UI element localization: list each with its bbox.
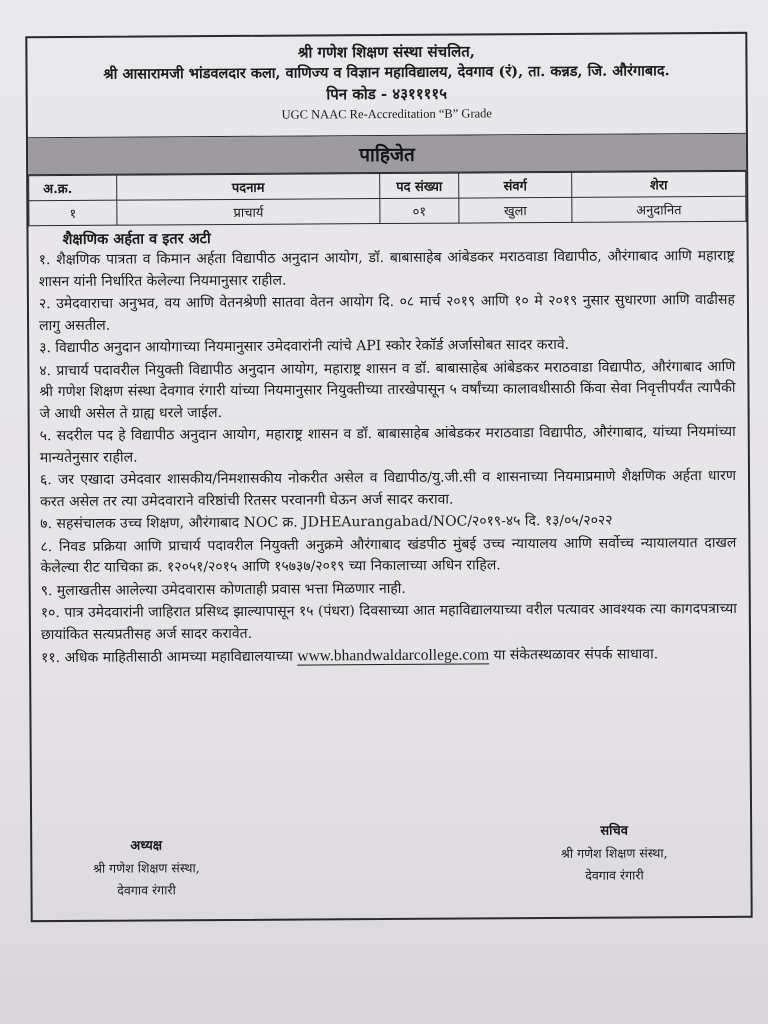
cell-count: ०१ [380,198,459,223]
condition-item: ७. सहसंचालक उच्च शिक्षण, औरंगाबाद NOC क्र. JDHEAurangabad/NOC/२०१९-४५ दि. १३/०५/२०२२ [40,512,613,533]
condition-item: ६. जर एखादा उमेदवार शासकीय/निमशासकीय नोकरीत असेल व विद्यापीठ/यु.जी.सी व शासनाच्या नियमाप्रमाणे शैक्षणिक अर्हता धारण करत असेल तर त्या उमेदवाराने वरिष्ठांची रितसर परवानगी घेऊन अर्ज सादर करावा. [39,467,737,510]
cell-category: खुला [459,197,572,223]
table-row [29,196,746,225]
president-place: देवगाव रंगारी [117,882,176,898]
header-count: पद संख्या [380,173,459,198]
secretary-place: देवगाव रंगारी [585,867,644,883]
conditions-section [28,222,749,670]
signature-president [46,835,246,902]
header-category: संवर्ग [459,172,572,198]
advertisement-frame [25,32,752,922]
website-prefix: ११. अधिक माहितीसाठी आमच्या महाविद्यालयाच्या [41,648,298,667]
cell-post: प्राचार्य [117,199,380,226]
wanted-banner [28,134,746,175]
college-header [27,34,746,138]
condition-item: ५. सदरील पद हे विद्यापीठ अनुदान आयोग, महाराष्ट्र शासन व डॉ. बाबासाहेब आंबेडकर मराठवाडा विद्यापीठ, औरंगाबाद, यांच्या नियमांच्या मान्यतेनुसार राहील. [39,423,736,466]
president-title: अध्यक्ष [130,838,163,854]
signature-secretary [514,820,714,887]
header-remark: शेरा [572,171,746,197]
section-title: शैक्षणिक अर्हता व इतर अटी [62,230,211,248]
pin-code: पिन कोड - ४३११११५ [326,84,448,104]
header-serial: अ.क्र. [29,175,117,201]
condition-item: २. उमेदवाराचा अनुभव, वय आणि वेतनश्रेणी सातवा वेतन आयोग दि. ०८ मार्च २०१९ आणि १० मे २०१९ नुसार सुधारणा आणि वाढीसह लागु असतील. [38,291,735,334]
wanted-title: पाहिजेत [359,143,415,167]
secretary-title: सचिव [600,823,629,839]
condition-item: १. शैक्षणिक पात्रता व किमान अर्हता विद्यापीठ अनुदान आयोग, डॉ. बाबासाहेब आंबेडकर मराठवाडा विद्यापीठ, औरंगाबाद आणि महाराष्ट्र शासन यांनी निर्धारित केलेल्या नियमानुसार राहील. [38,247,735,290]
website-suffix: या संकेतस्थळावर संपर्क साधावा. [489,646,659,664]
president-org: श्री गणेश शिक्षण संस्था, [93,860,200,876]
condition-item-website [41,643,737,670]
accreditation: UGC NAAC Re-Accreditation “B” Grade [281,106,492,122]
cell-remark: अनुदानित [572,196,746,222]
condition-item: ८. निवड प्रक्रिया आणि प्राचार्य पदावरील नियुक्ती अनुक्रमे औरंगाबाद खंडपीठ मुंबई उच्च न्यायालय आणि सर्वोच्च न्यायालयात दाखल केलेल्या रीट याचिका क्र. १२०५१/२०१५ आणि १५७३७/२०१९ च्या निकालाच्या अधिन राहिल. [40,534,737,577]
secretary-org: श्री गणेश शिक्षण संस्था, [560,845,668,861]
college-name: श्री आसारामजी भांडवलदार कला, वाणिज्य व विज्ञान महाविद्यालय, देवगाव (रं), ता. कन्नड, जि. औरंगाबाद. [103,62,670,83]
condition-item: १०. पात्र उमेदवारांनी जाहिरात प्रसिध्द झाल्यापासून १५ (पंधरा) दिवसाच्या आत महाविद्यालयाच्या वरील पत्यावर आवश्यक त्या कागदपत्राच्या छायांकित सत्यप्रतीसह अर्ज सादर करावेत. [40,600,737,643]
vacancy-table [28,171,746,226]
college-website-link[interactable]: www.bhandwaldarcollege.com [297,646,490,665]
trust-name: श्री गणेश शिक्षण संस्था संचलित, [297,42,476,62]
cell-serial: १ [29,200,117,226]
header-post: पदनाम [117,174,380,201]
condition-item: ४. प्राचार्य पदावरील नियुक्ती विद्यापीठ अनुदान आयोग, महाराष्ट्र शासन व डॉ. बाबासाहेब आंबेडकर मराठवाडा विद्यापीठ, औरंगाबाद आणि श्री गणेश शिक्षण संस्था देवगाव रंगारी यांच्या नियमानुसार नियुक्तीच्या तारखेपासून ५ वर्षांच्या कालावधीसाठी किंवा सेवा निवृत्तीपर्यंत त्यापैकी जे आधी असेल ते ग्राह्य धरले जाईल. [39,358,736,422]
condition-item: ३. विद्यापीठ अनुदान आयोगाच्या नियमानुसार उमेदवारांनी त्यांचे API स्कोर रेकॉर्ड अर्जासोबत सादर करावे. [39,336,570,357]
condition-item: ९. मुलाखतीस आलेल्या उमेदवारास कोणताही प्रवास भत्ता मिळणार नाही. [40,580,406,599]
